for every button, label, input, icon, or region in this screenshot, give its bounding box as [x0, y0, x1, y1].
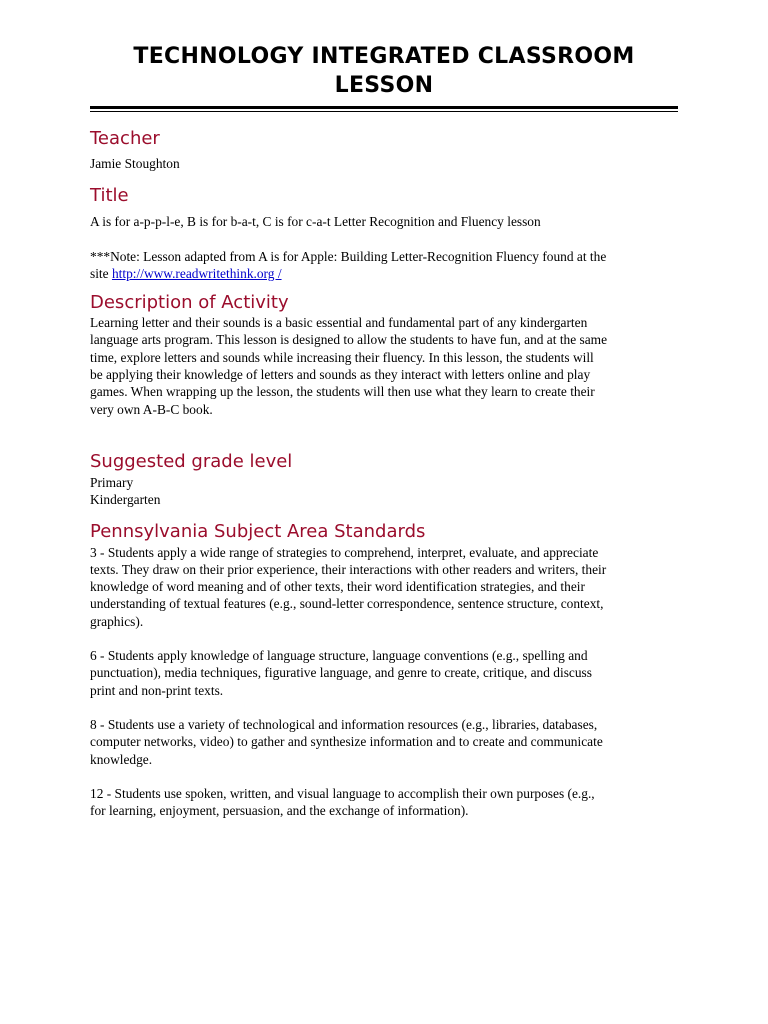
description-line: time, explore letters and sounds while increasing their fluency. In this lesson, the students will — [90, 349, 594, 365]
teacher-name: Jamie Stoughton — [90, 156, 180, 171]
standard-line: knowledge of word meaning and of other texts, their word identification strategies, and their — [90, 579, 585, 595]
description-line: language arts program. This lesson is designed to allow the students to have fun, and at the same — [90, 332, 608, 348]
standard-12 — [90, 785, 678, 820]
teacher-heading: Teacher — [90, 128, 160, 149]
lesson-note-line-2 — [90, 265, 678, 282]
standards-heading: Pennsylvania Subject Area Standards — [90, 520, 426, 542]
description-line: be applying their knowledge of letters and sounds as they interact with letters online and play — [90, 367, 591, 383]
standard-line: 3 - Students apply a wide range of strategies to comprehend, interpret, evaluate, and appreciate — [90, 544, 599, 560]
standard-8 — [90, 716, 678, 768]
lesson-note — [90, 248, 678, 283]
standard-line: 12 - Students use spoken, written, and visual language to accomplish their own purposes (e.g., — [90, 785, 595, 801]
standard-6 — [90, 647, 678, 699]
title-heading: Title — [90, 185, 129, 207]
document-title-line-1: TECHNOLOGY INTEGRATED CLASSROOM — [133, 44, 635, 69]
lesson-title-text: A is for a-p-p-l-e, B is for b-a-t, C is for c-a-t Letter Recognition and Fluency lesson — [90, 214, 541, 230]
description-line: Learning letter and their sounds is a basic essential and fundamental part of any kindergarten — [90, 315, 588, 331]
readwritethink-link[interactable]: http://www.readwritethink.org / — [111, 265, 282, 281]
title-divider-thin — [90, 111, 678, 112]
standard-line: understanding of textual features (e.g., sound-letter correspondence, sentence structure, context, — [90, 596, 604, 612]
standard-line: graphics). — [90, 613, 144, 629]
standard-line: computer networks, video) to gather and synthesize information and to create and communicate — [90, 734, 603, 750]
description-heading: Description of Activity — [90, 292, 289, 314]
standard-line: punctuation), media techniques, figurative language, and genre to create, critique, and discuss — [90, 665, 592, 681]
description-line: games. When wrapping up the lesson, the students will then use what they learn to create their — [90, 384, 595, 400]
title-divider-thick — [90, 106, 678, 109]
grade-level-list — [90, 474, 678, 509]
grade-level-item: Primary — [90, 474, 134, 490]
standard-line: 8 - Students use a variety of technological and information resources (e.g., libraries, databases, — [90, 716, 598, 732]
grade-level-item: Kindergarten — [90, 492, 161, 508]
standard-line: 6 - Students apply knowledge of language structure, language conventions (e.g., spelling and — [90, 648, 588, 664]
standard-line: knowledge. — [90, 751, 153, 767]
grade-level-heading: Suggested grade level — [90, 450, 293, 472]
document-page — [90, 42, 678, 819]
document-title — [90, 42, 678, 100]
description-paragraph — [90, 314, 678, 418]
standard-line: print and non-print texts. — [90, 682, 224, 698]
lesson-note-line-1: ***Note: Lesson adapted from A is for Apple: Building Letter-Recognition Fluency found at the — [90, 248, 607, 264]
description-line: very own A-B-C book. — [90, 401, 213, 417]
lesson-note-prefix: site — [90, 265, 112, 281]
document-title-line-2: LESSON — [334, 73, 434, 98]
standard-line: texts. They draw on their prior experience, their interactions with other readers and writers, their — [90, 561, 607, 577]
standard-3 — [90, 544, 678, 630]
standard-line: for learning, enjoyment, persuasion, and the exchange of information). — [90, 803, 469, 819]
